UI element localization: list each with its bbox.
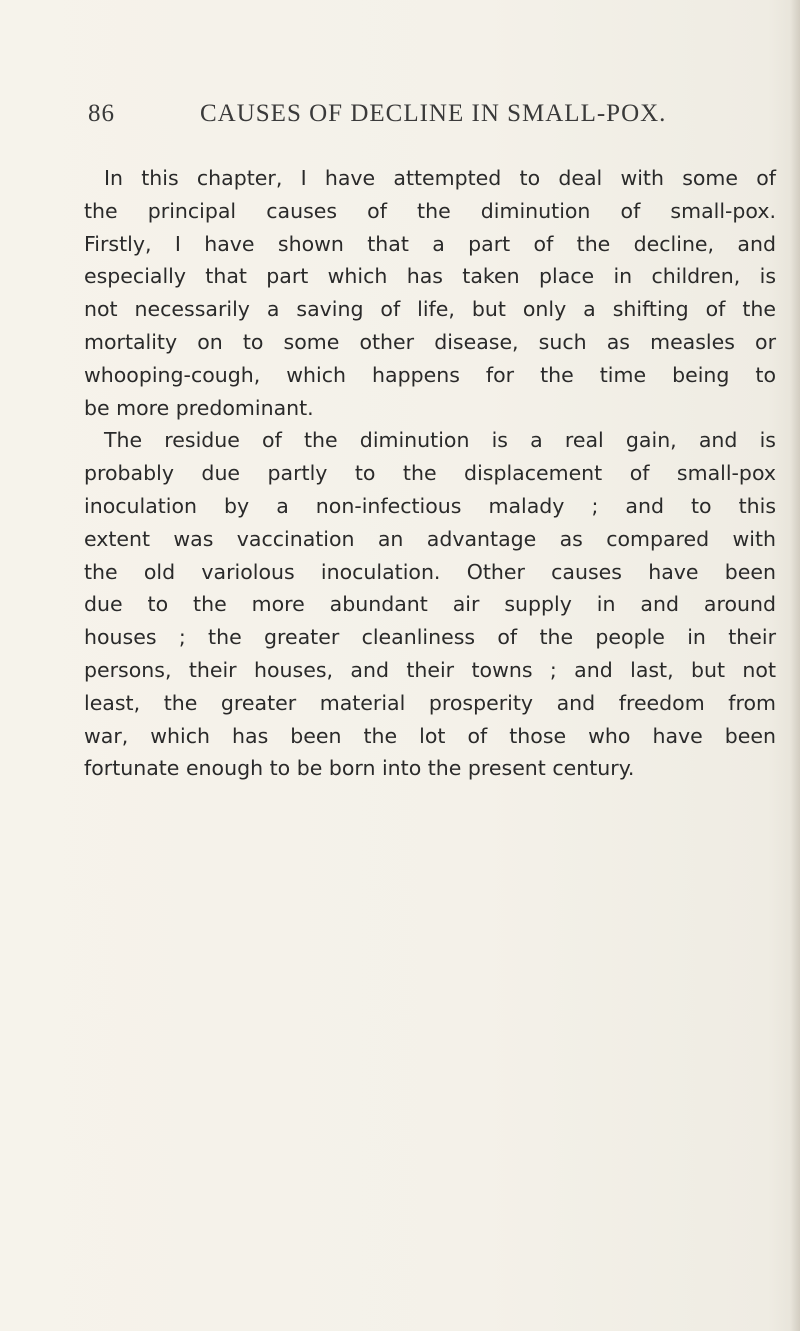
- text-line: inoculation by a non-infectious malady ; and to this: [84, 493, 776, 518]
- text-line: war, which has been the lot of those who have been: [84, 723, 776, 748]
- text-line: the principal causes of the diminution of small-pox.: [84, 198, 776, 223]
- text-line: The residue of the diminution is a real gain, and is: [104, 428, 776, 453]
- text-line: due to the more abundant air supply in and around: [84, 592, 776, 617]
- page-number: 86: [88, 100, 115, 127]
- text-line: mortality on to some other disease, such as measles or: [84, 329, 776, 354]
- text-line: least, the greater material prosperity and freedom from: [84, 690, 776, 715]
- text-line: fortunate enough to be born into the present century.: [84, 756, 635, 781]
- text-line: extent was vaccination an advantage as compared with: [84, 526, 776, 551]
- text-line: probably due partly to the displacement of small-pox: [84, 461, 776, 486]
- page-edge-shadow: [790, 0, 800, 1331]
- text-line: houses ; the greater cleanliness of the people in their: [84, 625, 776, 650]
- paragraph-1: [84, 162, 776, 424]
- text-line: Firstly, I have shown that a part of the decline, and: [84, 231, 776, 256]
- text-line: not necessarily a saving of life, but only a shifting of the: [84, 297, 776, 322]
- paragraph-2: [84, 424, 776, 785]
- text-line: be more predominant.: [84, 395, 314, 420]
- chapter-title: CAUSES OF DECLINE IN SMALL-POX.: [200, 100, 667, 127]
- text-line: the old variolous inoculation. Other causes have been: [84, 559, 776, 584]
- text-line: whooping-cough, which happens for the time being to: [84, 362, 776, 387]
- text-line: In this chapter, I have attempted to deal with some of: [104, 166, 776, 190]
- running-head: [88, 100, 778, 136]
- text-line: persons, their houses, and their towns ; and last, but not: [84, 657, 776, 682]
- body-text: [84, 162, 776, 785]
- text-line: especially that part which has taken place in children, is: [84, 264, 776, 289]
